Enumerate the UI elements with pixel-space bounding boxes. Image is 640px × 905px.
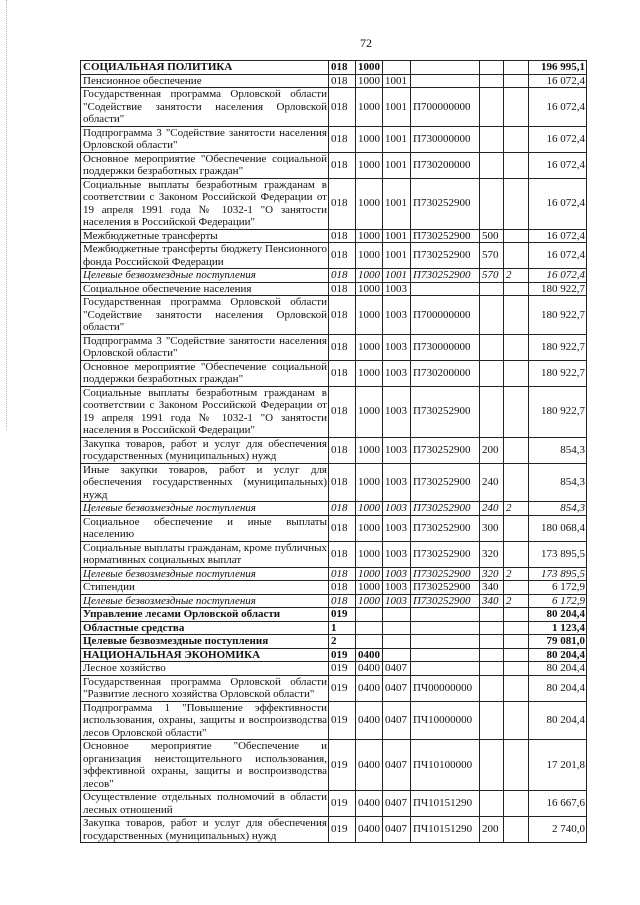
program-code: П730200000: [411, 152, 480, 178]
amount: 180 068,4: [529, 515, 587, 541]
amount: 16 072,4: [529, 243, 587, 269]
table-row: [81, 360, 587, 386]
row-name: Стипендии: [81, 581, 329, 595]
subsection-code: 1003: [383, 515, 411, 541]
table-row: [81, 608, 587, 622]
dept-code: 018: [329, 126, 356, 152]
row-name: СОЦИАЛЬНАЯ ПОЛИТИКА: [81, 61, 329, 75]
source-code: [504, 608, 529, 622]
program-code: [411, 662, 480, 676]
subsection-code: 0407: [383, 740, 411, 791]
section-code: 0400: [356, 740, 383, 791]
amount: 6 172,9: [529, 594, 587, 608]
section-code: 1000: [356, 178, 383, 229]
table-row: [81, 74, 587, 88]
expense-type-code: [480, 621, 504, 635]
source-code: [504, 334, 529, 360]
dept-code: 018: [329, 152, 356, 178]
dept-code: 018: [329, 594, 356, 608]
dept-code: 018: [329, 243, 356, 269]
expense-type-code: [480, 334, 504, 360]
amount: 16 072,4: [529, 152, 587, 178]
subsection-code: 1001: [383, 229, 411, 243]
program-code: П730252900: [411, 541, 480, 567]
row-name: Межбюджетные трансферты бюджету Пенсионного фонда Российской Федерации: [81, 243, 329, 269]
section-code: 1000: [356, 515, 383, 541]
amount: 854,3: [529, 463, 587, 502]
dept-code: 2: [329, 635, 356, 649]
amount: 180 922,7: [529, 296, 587, 335]
dept-code: 019: [329, 817, 356, 843]
expense-type-code: [480, 88, 504, 127]
dept-code: 019: [329, 608, 356, 622]
program-code: [411, 608, 480, 622]
subsection-code: 0407: [383, 662, 411, 676]
subsection-code: 1003: [383, 581, 411, 595]
section-code: 1000: [356, 74, 383, 88]
source-code: [504, 648, 529, 662]
source-code: [504, 126, 529, 152]
program-code: П730000000: [411, 126, 480, 152]
section-code: 1000: [356, 229, 383, 243]
program-code: П730000000: [411, 334, 480, 360]
section-code: [356, 608, 383, 622]
amount: 16 072,4: [529, 269, 587, 283]
amount: 16 072,4: [529, 88, 587, 127]
expense-type-code: [480, 740, 504, 791]
row-name: Иные закупки товаров, работ и услуг для обеспечения государственных (муниципальных) нужд: [81, 463, 329, 502]
amount: 2 740,0: [529, 817, 587, 843]
section-code: 1000: [356, 567, 383, 581]
section-code: 1000: [356, 386, 383, 437]
table-row: [81, 61, 587, 75]
dept-code: 018: [329, 88, 356, 127]
subsection-code: 1003: [383, 567, 411, 581]
program-code: П730252900: [411, 463, 480, 502]
dept-code: 019: [329, 740, 356, 791]
source-code: [504, 61, 529, 75]
subsection-code: 0407: [383, 791, 411, 817]
source-code: [504, 296, 529, 335]
program-code: [411, 61, 480, 75]
section-code: 1000: [356, 502, 383, 516]
dept-code: 018: [329, 386, 356, 437]
amount: 180 922,7: [529, 360, 587, 386]
source-code: [504, 621, 529, 635]
expense-type-code: [480, 360, 504, 386]
row-name: Государственная программа Орловской области "Развитие лесного хозяйства Орловской области": [81, 675, 329, 701]
expense-type-code: 500: [480, 229, 504, 243]
source-code: [504, 178, 529, 229]
expense-type-code: 340: [480, 581, 504, 595]
subsection-code: 1001: [383, 74, 411, 88]
expense-type-code: 340: [480, 594, 504, 608]
section-code: 0400: [356, 701, 383, 740]
amount: 1 123,4: [529, 621, 587, 635]
section-code: 1000: [356, 88, 383, 127]
table-row: [81, 463, 587, 502]
row-name: Закупка товаров, работ и услуг для обеспечения государственных (муниципальных) нужд: [81, 817, 329, 843]
row-name: Подпрограмма 3 "Содействие занятости населения Орловской области": [81, 334, 329, 360]
table-row: [81, 126, 587, 152]
amount: 80 204,4: [529, 608, 587, 622]
source-code: 2: [504, 567, 529, 581]
expense-type-code: [480, 675, 504, 701]
source-code: [504, 243, 529, 269]
table-row: [81, 675, 587, 701]
expense-type-code: [480, 648, 504, 662]
program-code: П730252900: [411, 178, 480, 229]
expense-type-code: 240: [480, 463, 504, 502]
program-code: ПЧ10151290: [411, 817, 480, 843]
row-name: Государственная программа Орловской области "Содействие занятости населения Орловской области": [81, 88, 329, 127]
source-code: 2: [504, 269, 529, 283]
table-row: [81, 152, 587, 178]
row-name: Социальное обеспечение населения: [81, 282, 329, 296]
table-row: [81, 791, 587, 817]
section-code: 1000: [356, 152, 383, 178]
expense-type-code: 300: [480, 515, 504, 541]
section-code: 1000: [356, 296, 383, 335]
source-code: [504, 386, 529, 437]
subsection-code: 1003: [383, 334, 411, 360]
table-row: [81, 386, 587, 437]
source-code: [504, 463, 529, 502]
table-row: [81, 515, 587, 541]
table-row: [81, 296, 587, 335]
expense-type-code: 320: [480, 541, 504, 567]
subsection-code: [383, 621, 411, 635]
program-code: П730252900: [411, 229, 480, 243]
row-name: Основное мероприятие "Обеспечение социальной поддержки безработных граждан": [81, 152, 329, 178]
row-name: Целевые безвозмездные поступления: [81, 594, 329, 608]
subsection-code: 1003: [383, 360, 411, 386]
source-code: [504, 152, 529, 178]
row-name: НАЦИОНАЛЬНАЯ ЭКОНОМИКА: [81, 648, 329, 662]
expense-type-code: 240: [480, 502, 504, 516]
program-code: ПЧ00000000: [411, 675, 480, 701]
row-name: Социальные выплаты безработным гражданам в соответствии с Законом Российской Федерации от 19 апреля 1991 года № 1032-1 "О занятости населения в Российской Федерации": [81, 178, 329, 229]
row-name: Целевые безвозмездные поступления: [81, 502, 329, 516]
program-code: П730252900: [411, 269, 480, 283]
amount: 80 204,4: [529, 662, 587, 676]
dept-code: 019: [329, 701, 356, 740]
amount: 79 081,0: [529, 635, 587, 649]
program-code: П730252900: [411, 437, 480, 463]
section-code: 0400: [356, 675, 383, 701]
subsection-code: [383, 61, 411, 75]
table-row: [81, 502, 587, 516]
source-code: [504, 88, 529, 127]
amount: 173 895,5: [529, 541, 587, 567]
source-code: 2: [504, 594, 529, 608]
dept-code: 019: [329, 648, 356, 662]
table-row: [81, 437, 587, 463]
dept-code: 018: [329, 296, 356, 335]
program-code: ПЧ10000000: [411, 701, 480, 740]
amount: 80 204,4: [529, 675, 587, 701]
program-code: [411, 621, 480, 635]
table-row: [81, 817, 587, 843]
table-row: [81, 541, 587, 567]
program-code: ПЧ10151290: [411, 791, 480, 817]
program-code: [411, 74, 480, 88]
table-row: [81, 621, 587, 635]
dept-code: 018: [329, 437, 356, 463]
subsection-code: 1001: [383, 269, 411, 283]
subsection-code: [383, 648, 411, 662]
row-name: Подпрограмма 3 "Содействие занятости населения Орловской области": [81, 126, 329, 152]
row-name: Областные средства: [81, 621, 329, 635]
subsection-code: 1001: [383, 243, 411, 269]
dept-code: 018: [329, 269, 356, 283]
subsection-code: 0407: [383, 701, 411, 740]
program-code: П700000000: [411, 88, 480, 127]
dept-code: 019: [329, 791, 356, 817]
dept-code: 019: [329, 662, 356, 676]
dept-code: 018: [329, 567, 356, 581]
table-row: [81, 648, 587, 662]
source-code: [504, 817, 529, 843]
amount: 16 072,4: [529, 126, 587, 152]
section-code: 0400: [356, 817, 383, 843]
expense-type-code: [480, 74, 504, 88]
row-name: Целевые безвозмездные поступления: [81, 635, 329, 649]
section-code: 1000: [356, 126, 383, 152]
program-code: П730252900: [411, 386, 480, 437]
section-code: 1000: [356, 334, 383, 360]
scan-margin-marks: [6, 0, 7, 430]
section-code: 1000: [356, 61, 383, 75]
amount: 16 072,4: [529, 229, 587, 243]
table-row: [81, 178, 587, 229]
subsection-code: 1001: [383, 178, 411, 229]
dept-code: 018: [329, 229, 356, 243]
section-code: 1000: [356, 269, 383, 283]
program-code: ПЧ10100000: [411, 740, 480, 791]
expense-type-code: [480, 662, 504, 676]
program-code: П730252900: [411, 594, 480, 608]
section-code: [356, 635, 383, 649]
section-code: 1000: [356, 594, 383, 608]
table-row: [81, 635, 587, 649]
dept-code: 019: [329, 675, 356, 701]
table-row: [81, 594, 587, 608]
program-code: [411, 635, 480, 649]
expense-type-code: 570: [480, 269, 504, 283]
expense-type-code: 320: [480, 567, 504, 581]
subsection-code: 1003: [383, 463, 411, 502]
source-code: [504, 635, 529, 649]
source-code: [504, 675, 529, 701]
section-code: 0400: [356, 791, 383, 817]
table-row: [81, 701, 587, 740]
amount: 6 172,9: [529, 581, 587, 595]
subsection-code: 1003: [383, 541, 411, 567]
amount: 180 922,7: [529, 386, 587, 437]
amount: 180 922,7: [529, 282, 587, 296]
dept-code: 018: [329, 334, 356, 360]
row-name: Государственная программа Орловской области "Содействие занятости населения Орловской области": [81, 296, 329, 335]
program-code: П730252900: [411, 502, 480, 516]
expense-type-code: [480, 791, 504, 817]
subsection-code: 1003: [383, 594, 411, 608]
section-code: [356, 621, 383, 635]
subsection-code: 1003: [383, 502, 411, 516]
source-code: [504, 515, 529, 541]
expense-type-code: [480, 61, 504, 75]
row-name: Подпрограмма 1 "Повышение эффективности использования, охраны, защиты и воспроизводства лесов Орловской области": [81, 701, 329, 740]
program-code: П700000000: [411, 296, 480, 335]
source-code: [504, 74, 529, 88]
source-code: [504, 581, 529, 595]
table-row: [81, 229, 587, 243]
table-row: [81, 269, 587, 283]
amount: 854,3: [529, 502, 587, 516]
subsection-code: 1003: [383, 282, 411, 296]
amount: 16 667,6: [529, 791, 587, 817]
expense-type-code: 200: [480, 437, 504, 463]
amount: 80 204,4: [529, 648, 587, 662]
dept-code: 018: [329, 463, 356, 502]
program-code: П730252900: [411, 243, 480, 269]
row-name: Лесное хозяйство: [81, 662, 329, 676]
amount: 16 072,4: [529, 74, 587, 88]
source-code: [504, 701, 529, 740]
amount: 196 995,1: [529, 61, 587, 75]
dept-code: 018: [329, 581, 356, 595]
table-row: [81, 334, 587, 360]
subsection-code: 1001: [383, 126, 411, 152]
section-code: 0400: [356, 648, 383, 662]
table-row: [81, 243, 587, 269]
dept-code: 018: [329, 282, 356, 296]
dept-code: 018: [329, 74, 356, 88]
source-code: [504, 437, 529, 463]
subsection-code: 1001: [383, 152, 411, 178]
source-code: [504, 360, 529, 386]
section-code: 1000: [356, 463, 383, 502]
row-name: Закупка товаров, работ и услуг для обеспечения государственных (муниципальных) нужд: [81, 437, 329, 463]
expense-type-code: 200: [480, 817, 504, 843]
amount: 80 204,4: [529, 701, 587, 740]
amount: 173 895,5: [529, 567, 587, 581]
row-name: Целевые безвозмездные поступления: [81, 269, 329, 283]
amount: 180 922,7: [529, 334, 587, 360]
row-name: Социальное обеспечение и иные выплаты населению: [81, 515, 329, 541]
amount: 17 201,8: [529, 740, 587, 791]
source-code: [504, 791, 529, 817]
table-row: [81, 581, 587, 595]
program-code: [411, 648, 480, 662]
amount: 16 072,4: [529, 178, 587, 229]
row-name: Социальные выплаты гражданам, кроме публичных нормативных социальных выплат: [81, 541, 329, 567]
section-code: 1000: [356, 243, 383, 269]
expense-type-code: [480, 126, 504, 152]
row-name: Основное мероприятие "Обеспечение и организация неистощительного использования, эффективной охраны, защиты и воспроизводства лесов": [81, 740, 329, 791]
subsection-code: 1003: [383, 437, 411, 463]
table-row: [81, 740, 587, 791]
expense-type-code: [480, 152, 504, 178]
subsection-code: 0407: [383, 675, 411, 701]
dept-code: 018: [329, 360, 356, 386]
row-name: Осуществление отдельных полномочий в области лесных отношений: [81, 791, 329, 817]
table-row: [81, 567, 587, 581]
page-number: 72: [360, 36, 372, 50]
source-code: [504, 740, 529, 791]
section-code: 0400: [356, 662, 383, 676]
expense-type-code: [480, 178, 504, 229]
dept-code: 018: [329, 502, 356, 516]
row-name: Пенсионное обеспечение: [81, 74, 329, 88]
subsection-code: 1003: [383, 386, 411, 437]
table-row: [81, 662, 587, 676]
program-code: П730252900: [411, 515, 480, 541]
program-code: П730200000: [411, 360, 480, 386]
subsection-code: [383, 608, 411, 622]
dept-code: 018: [329, 178, 356, 229]
dept-code: 018: [329, 541, 356, 567]
source-code: [504, 662, 529, 676]
expense-type-code: [480, 296, 504, 335]
section-code: 1000: [356, 437, 383, 463]
subsection-code: 0407: [383, 817, 411, 843]
row-name: Управление лесами Орловской области: [81, 608, 329, 622]
table-row: [81, 282, 587, 296]
section-code: 1000: [356, 282, 383, 296]
program-code: П730252900: [411, 581, 480, 595]
amount: 854,3: [529, 437, 587, 463]
source-code: [504, 541, 529, 567]
budget-table: [80, 60, 587, 843]
program-code: П730252900: [411, 567, 480, 581]
row-name: Основное мероприятие "Обеспечение социальной поддержки безработных граждан": [81, 360, 329, 386]
program-code: [411, 282, 480, 296]
dept-code: 018: [329, 61, 356, 75]
dept-code: 1: [329, 621, 356, 635]
section-code: 1000: [356, 360, 383, 386]
section-code: 1000: [356, 581, 383, 595]
subsection-code: 1001: [383, 88, 411, 127]
expense-type-code: 570: [480, 243, 504, 269]
source-code: [504, 229, 529, 243]
expense-type-code: [480, 608, 504, 622]
expense-type-code: [480, 701, 504, 740]
subsection-code: 1003: [383, 296, 411, 335]
dept-code: 018: [329, 515, 356, 541]
source-code: 2: [504, 502, 529, 516]
source-code: [504, 282, 529, 296]
expense-type-code: [480, 635, 504, 649]
subsection-code: [383, 635, 411, 649]
row-name: Целевые безвозмездные поступления: [81, 567, 329, 581]
row-name: Социальные выплаты безработным гражданам в соответствии с Законом Российской Федерации от 19 апреля 1991 года № 1032-1 "О занятости населения в Российской Федерации": [81, 386, 329, 437]
section-code: 1000: [356, 541, 383, 567]
expense-type-code: [480, 386, 504, 437]
expense-type-code: [480, 282, 504, 296]
table-row: [81, 88, 587, 127]
row-name: Межбюджетные трансферты: [81, 229, 329, 243]
